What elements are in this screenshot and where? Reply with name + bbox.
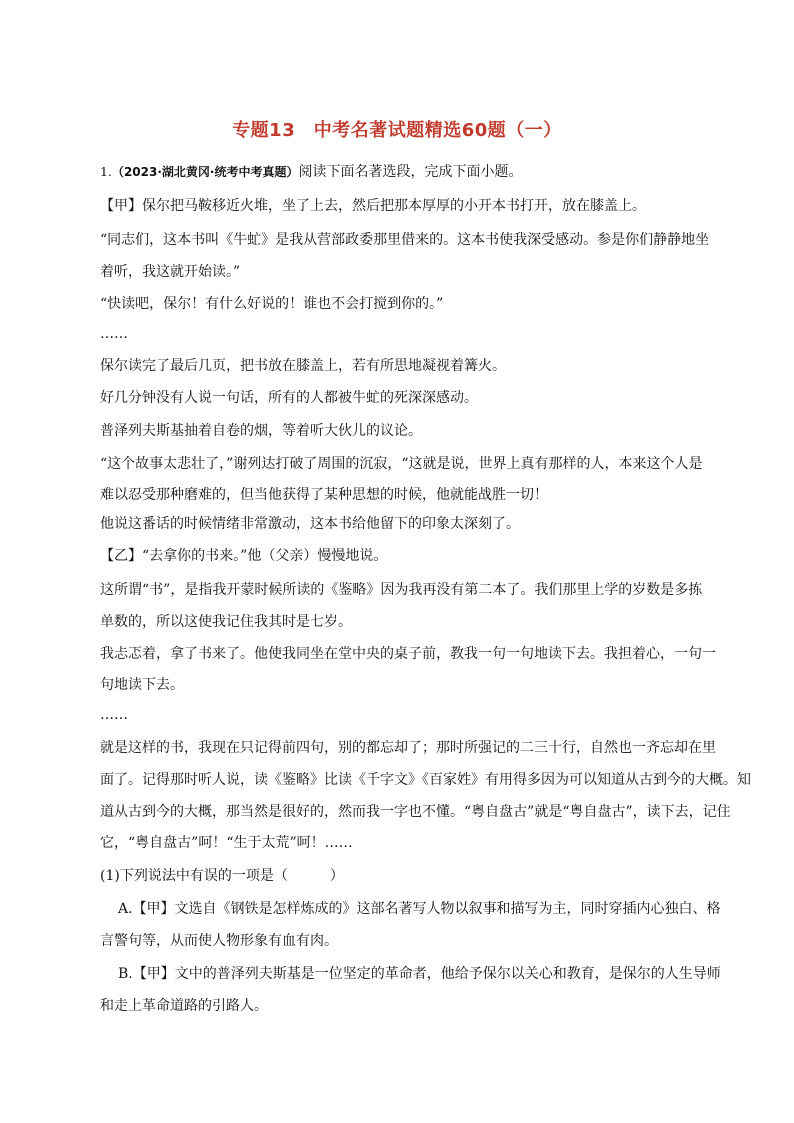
passage-yi-line: 【乙】“去拿你的书来。”他（父亲）慢慢地说。	[100, 548, 388, 564]
passage-yi-line: 我忐忑着，拿了书来了。他使我同坐在堂中央的桌子前，教我一句一句地读下去。我担着心，一句一	[100, 646, 716, 662]
passage-yi-line: 面了。记得那时听人说，读《鉴略》比读《千字文》《百家姓》有用得多因为可以知道从古到今的大概。知	[100, 772, 751, 788]
passage-jia-line: 普泽列夫斯基抽着自卷的烟，等着听大伙儿的议论。	[100, 423, 422, 439]
passage-yi-line: 单数的，所以这使我记住我其时是七岁。	[100, 614, 352, 630]
option-b-line: B.【甲】文中的普泽列夫斯基是一位坚定的革命者，他给予保尔以关心和教育，是保尔的人生导师	[118, 966, 721, 982]
passage-yi-line: 它，“粤自盘古”呵！“生于太荒”呵！……	[100, 835, 353, 851]
passage-jia-line: 保尔读完了最后几页，把书放在膝盖上，若有所思地凝视着篝火。	[100, 358, 506, 374]
option-a-line: A.【甲】文选自《钢铁是怎样炼成的》这部名著写人物以叙事和描写为主，同时穿插内心独白、格	[118, 901, 721, 917]
passage-jia-line: 难以忍受那种磨难的，但当他获得了某种思想的时候，他就能战胜一切！	[100, 487, 548, 503]
option-b-line: 和走上革命道路的引路人。	[100, 998, 268, 1014]
passage-jia-line: “快读吧，保尔！有什么好说的！谁也不会打搅到你的。”	[100, 296, 444, 312]
question-instruction: 阅读下面名著选段，完成下面小题。	[298, 164, 523, 180]
passage-yi-line: 道从古到今的大概，那当然是很好的，然而我一字也不懂。“粤自盘古”就是“粤自盘古”，读下去，记住	[100, 804, 731, 820]
passage-jia-line: 着听，我这就开始读。”	[100, 264, 241, 280]
passage-yi-ellipsis: ……	[100, 707, 128, 723]
page-title: 专题13 中考名著试题精选60题（一）	[232, 120, 562, 141]
passage-jia-ellipsis: ……	[100, 326, 128, 342]
question-number: 1.	[100, 164, 112, 179]
passage-yi-line: 这所谓“书”，是指我开蒙时候所读的《鉴略》因为我再没有第二本了。我们那里上学的岁数是多拣	[100, 582, 703, 598]
question-source: （2023·湖北黄冈·统考中考真题）	[111, 165, 299, 179]
passage-jia-line: 他说这番话的时候情绪非常激动，这本书给他留下的印象太深刻了。	[100, 516, 520, 532]
passage-jia-line: 好几分钟没有人说一句话，所有的人都被牛虻的死深深感动。	[100, 390, 478, 406]
passage-yi-line: 句地读下去。	[100, 677, 184, 693]
option-a-line: 言警句等，从而使人物形象有血有肉。	[100, 933, 338, 949]
passage-yi-line: 就是这样的书，我现在只记得前四句，别的都忘却了；那时所强记的二三十行，自然也一齐忘却在里	[100, 740, 716, 756]
passage-jia-line: “同志们，这本书叫《牛虻》是我从营部政委那里借来的。这本书使我深受感动。参是你们静静地坐	[100, 232, 710, 248]
question-header	[100, 162, 522, 182]
sub-question-stem: (1)下列说法中有误的一项是（ ）	[100, 868, 344, 884]
passage-jia-line: “这个故事太悲壮了，”谢列达打破了周围的沉寂，“这就是说，世界上真有那样的人，本来这个人是	[100, 456, 703, 472]
passage-jia-line: 【甲】保尔把马鞍移近火堆，坐了上去，然后把那本厚厚的小开本书打开，放在膝盖上。	[100, 198, 646, 214]
